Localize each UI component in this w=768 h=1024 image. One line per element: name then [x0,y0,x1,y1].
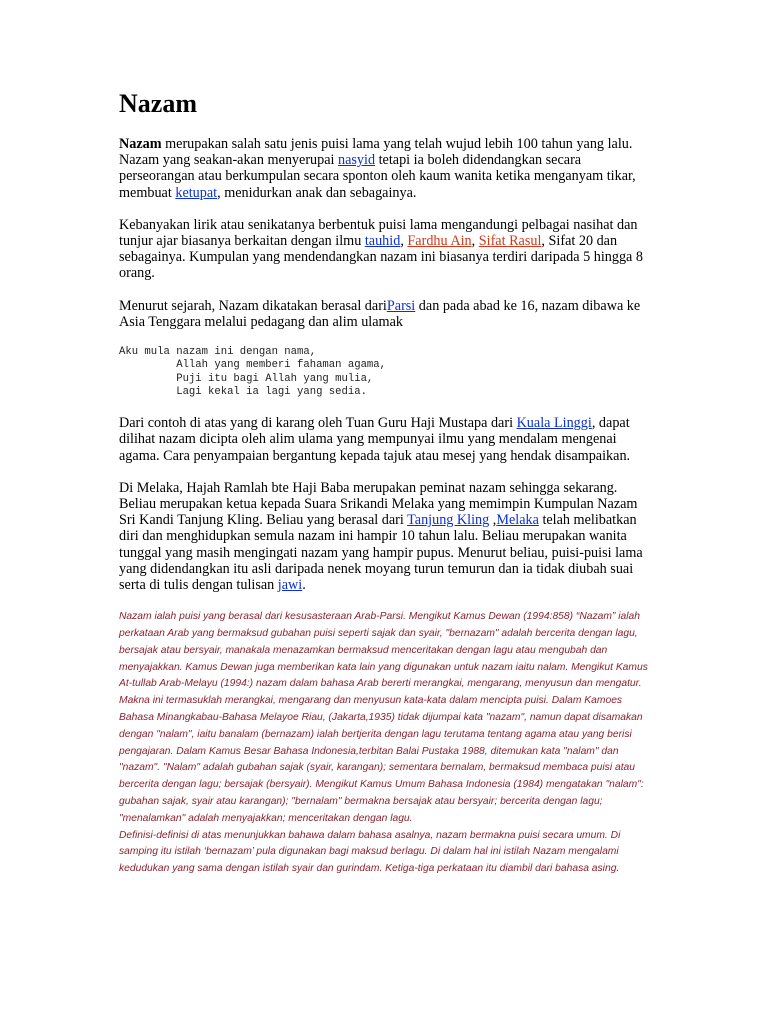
link-melaka[interactable]: Melaka [496,512,539,529]
link-nasyid[interactable]: nasyid [338,152,376,169]
link-kuala-linggi[interactable]: Kuala Linggi [516,415,592,432]
link-tanjung-kling[interactable]: Tanjung Kling [407,512,490,529]
link-parsi[interactable]: Parsi [386,297,416,314]
link-jawi[interactable]: jawi [277,577,303,594]
paragraph-lyrics: Kebanyakan lirik atau senikatanya berbentuk puisi lama mengandungi pelbagai nasihat dan tunjur ajar biasanya berkaitan dengan ilmu tauhid, Fardhu Ain, Sifat Rasul, Sifat 20 dan sebagainya. Kumpulan yang mendendangkan nazam ini biasanya terdiri daripada 5 hingga 8 orang. [119,216,643,282]
paragraph-example: Dari contoh di atas yang di karang oleh Tuan Guru Haji Mustapa dari Kuala Linggi, dapat dilihat nazam dicipta oleh alim ulama yang mempunyai ilmu yang mendalam mengenai agama. Cara penyampaian bergantung kepada tajuk atau mesej yang hendak disampaikan. [119,415,631,464]
article-content [119,88,649,878]
poem-block [119,346,649,399]
link-tauhid[interactable]: tauhid [364,233,401,250]
poem-line: Allah yang memberi fahaman agama, [119,359,387,372]
poem-line: Puji itu bagi Allah yang mulia, [119,372,374,385]
page-title: Nazam [119,89,197,118]
paragraph-melaka: Di Melaka, Hajah Ramlah bte Haji Baba merupakan peminat nazam sehingga sekarang. Beliau merupakan ketua kepada Suara Srikandi Melaka yang memimpin Kumpulan Nazam Sri Kandi Tanjung Kling. Beliau yang berasal dari Tanjung Kling ,Melaka telah melibatkan diri dan menghidupkan semula nazam ini hampir 10 tahun lalu. Beliau merupakan wanita tunggal yang masih mengingati nazam yang hampir pupus. Menurut beliau, puisi-puisi lama yang didendangkan itu asli daripada nenek moyang turun temurun dan ia tidak diubah suai serta di tulis dengan tulisan jawi. [119,479,643,594]
link-ketupat[interactable]: ketupat [175,184,218,201]
link-sifat-rasul[interactable]: Sifat Rasul [478,233,542,250]
paragraph-intro: Nazam merupakan salah satu jenis puisi lama yang telah wujud lebih 100 tahun yang lalu. Nazam yang seakan-akan menyerupai nasyid tetapi ia boleh didendangkan secara perseorangan atau berkumpulan secara sponton oleh kaum wanita ketika menganyam tikar, membuat ketupat, menidurkan anak dan sebagainya. [119,136,636,201]
poem-line: Aku mula nazam ini dengan nama, [119,346,317,359]
note-paragraph: Nazam ialah puisi yang berasal dari kesusasteraan Arab-Parsi. Mengikut Kamus Dewan (1994:858) “Nazam” ialah perkataan Arab yang bermaksud gubahan puisi seperti sajak dan syair, "bernazam" adalah bercerita dengan lagu, bersajak atau bersyair, manakala menazamkan bermaksud menceritakan dengan lagu atau mengubah dan menyajakkan. Kamus Dewan juga memberikan kata lain yang digunakan untuk nazam iaitu nalam. Mengikut Kamus At-tullab Arab-Melayu (1994:) nazam dalam bahasa Arab bererti merangkai, mengarang, menyusun dan mengatur. Makna ini termasuklah merangkai, mengarang dan menyusun kata-kata dalam mencipta puisi. Dalam Kamoes Bahasa Minangkabau-Bahasa Melayoe Riau, (Jakarta,1935) tidak dijumpai kata "nazam", namun dapat disamakan dengan "nalam", iaitu banalam (bernazam) ialah bertjerita dengan lagu terutama tentang agama atau yang berisi pengajaran. Dalam Kamus Besar Bahasa Indonesia,terbitan Balai Pustaka 1988, ditemukan kata "nalam" dan "nazam". "Nalam" adalah gubahan sajak (syair, karangan); sementara bernalam, bermaksud membaca puisi atau bercerita dengan lagu; bersajak (bersyair). Mengikut Kamus Umum Bahasa Indonesia (1984) mengatakan "nalam": gubahan sajak, syair atau karangan); "bernalam" bermakna bersajak atau bersyair; bercerita dengan lagu; "menalamkan" adalah menyajakkan; menceritakan dengan lagu. [119,611,648,824]
poem-line: Lagi kekal ia lagi yang sedia. [119,385,367,398]
term-bold: Nazam [119,136,162,152]
paragraph-history: Menurut sejarah, Nazam dikatakan berasal dariParsi dan pada abad ke 16, nazam dibawa ke Asia Tenggara melalui pedagang dan alim ulamak [119,297,641,330]
definition-note [119,609,649,878]
note-paragraph: Definisi-definisi di atas menunjukkan bahawa dalam bahasa asalnya, nazam bermakna puisi secara umum. Di samping itu istilah ‘bernazam’ pula digunakan bagi maksud berlagu. Di dalam hal ini istilah Nazam mengalami kedudukan yang sama dengan istilah syair dan gurindam. Ketiga-tiga perkataan itu diambil dari bahasa asing. [119,829,621,875]
link-fardhu-ain[interactable]: Fardhu Ain [407,233,472,250]
